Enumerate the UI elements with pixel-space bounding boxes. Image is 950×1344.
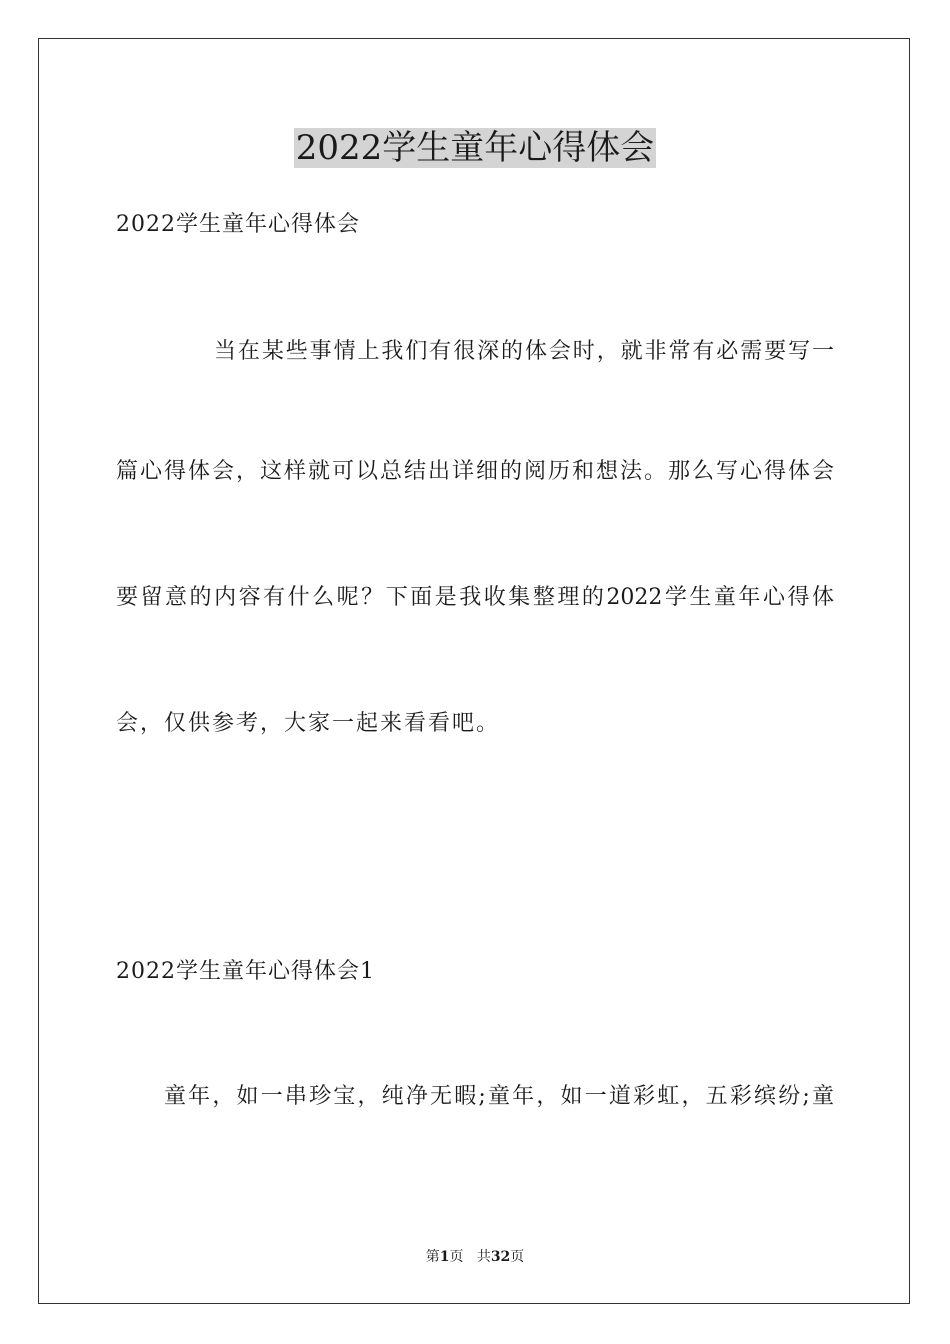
document-subtitle: 2022学生童年心得体会 bbox=[116, 212, 360, 237]
intro-line-4: 会，仅供参考，大家一起来看看吧。 bbox=[116, 711, 501, 736]
footer-page-suffix: 页 bbox=[449, 1249, 464, 1265]
footer-total-prefix: 共 bbox=[476, 1249, 491, 1265]
section-heading: 2022学生童年心得体会1 bbox=[116, 959, 375, 984]
section-first-line: 童年，如一串珍宝，纯净无暇;童年，如一道彩虹，五彩缤纷;童 bbox=[164, 1084, 834, 1109]
intro-line-2: 篇心得体会，这样就可以总结出详细的阅历和想法。那么写心得体会 bbox=[116, 459, 834, 484]
intro-line-1: 当在某些事情上我们有很深的体会时，就非常有必需要写一 bbox=[214, 339, 834, 364]
footer-page-number: 1 bbox=[439, 1249, 450, 1265]
footer-prefix: 第 bbox=[425, 1249, 440, 1265]
page-footer bbox=[0, 1247, 950, 1267]
document-title-text: 2022学生童年心得体会 bbox=[295, 128, 655, 168]
document-title bbox=[0, 126, 950, 170]
footer-total-pages: 32 bbox=[490, 1249, 511, 1265]
intro-line-3: 要留意的内容有什么呢？下面是我收集整理的2022学生童年心得体 bbox=[116, 585, 834, 610]
footer-total-suffix: 页 bbox=[510, 1249, 525, 1265]
